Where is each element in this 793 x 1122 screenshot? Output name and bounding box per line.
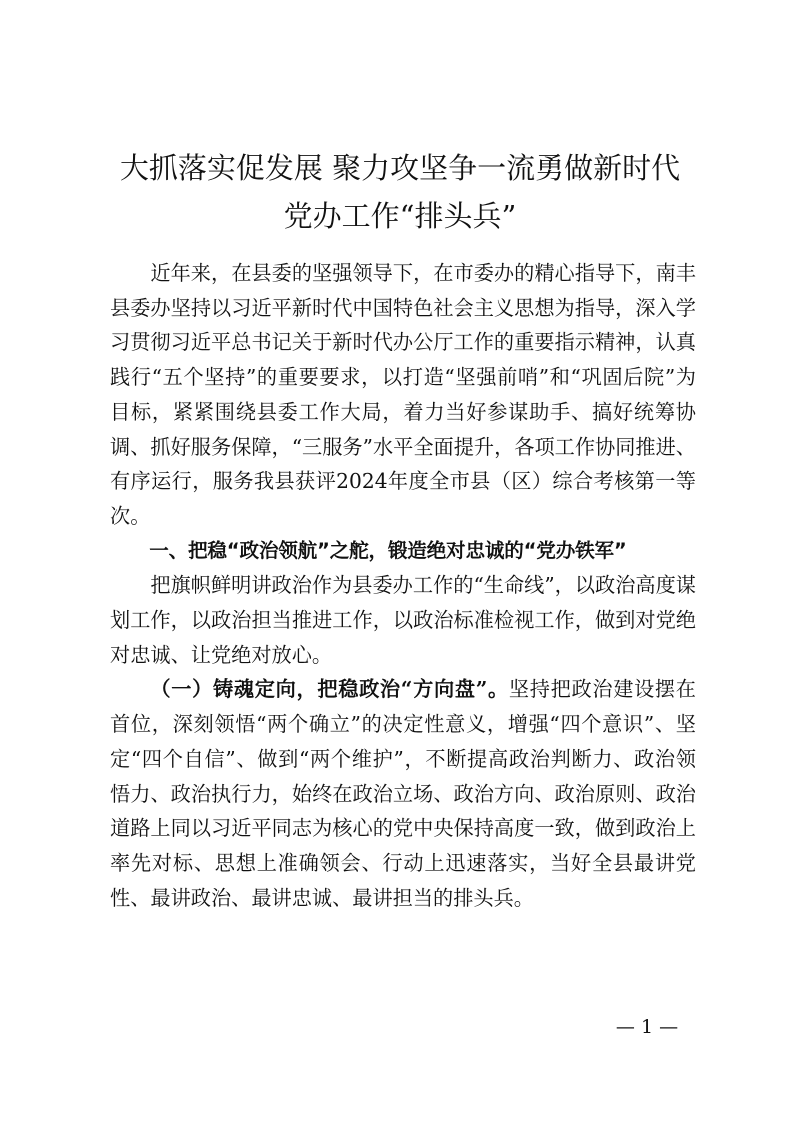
intro-paragraph: 近年来，在县委的坚强领导下，在市委办的精心指导下，南丰县委办坚持以习近平新时代中国特色社会主义思想为指导，深入学习贯彻习近平总书记关于新时代办公厅工作的重要指示精神，认真践行“五个坚持”的重要要求，以打造“坚强前哨”和“巩固后院”为目标，紧紧围绕县委工作大局，着力当好参谋助手、搞好统筹协调、抓好服务保障，“三服务”水平全面提升，各项工作协同推进、有序运行，服务我县获评2024年度全市县（区）综合考核第一等次。 <box>110 261 696 528</box>
subsection-1-lead: （一）铸魂定向，把稳政治“方向盘”。 <box>150 677 509 702</box>
section-heading-1: 一、把稳“政治领航”之舵，锻造绝对忠诚的“党办铁军” <box>149 538 627 562</box>
section-1-paragraph: 把旗帜鲜明讲政治作为县委办工作的“生命线”，以政治高度谋划工作，以政治担当推进工作，以政治标准检视工作，做到对党绝对忠诚、让党绝对放心。 <box>110 573 696 667</box>
subsection-1-body: 坚持把政治建设摆在首位，深刻领悟“两个确立”的决定性意义，增强“四个意识”、坚定“四个自信”、做到“两个维护”，不断提高政治判断力、政治领悟力、政治执行力，始终在政治立场、政治方向、政治原则、政治道路上同以习近平同志为核心的党中央保持高度一致，做到政治上率先对标、思想上准确领会、行动上迅速落实，当好全县最讲党性、最讲政治、最讲忠诚、最讲担当的排头兵。 <box>110 677 696 910</box>
page-number: — 1 — <box>615 1016 679 1038</box>
subsection-1-paragraph <box>110 672 696 915</box>
document-title-line-2: 党办工作“排头兵” <box>283 199 517 233</box>
document-body <box>110 256 696 915</box>
document-title-line-1: 大抓落实促发展 聚力攻坚争一流勇做新时代 <box>119 151 681 185</box>
